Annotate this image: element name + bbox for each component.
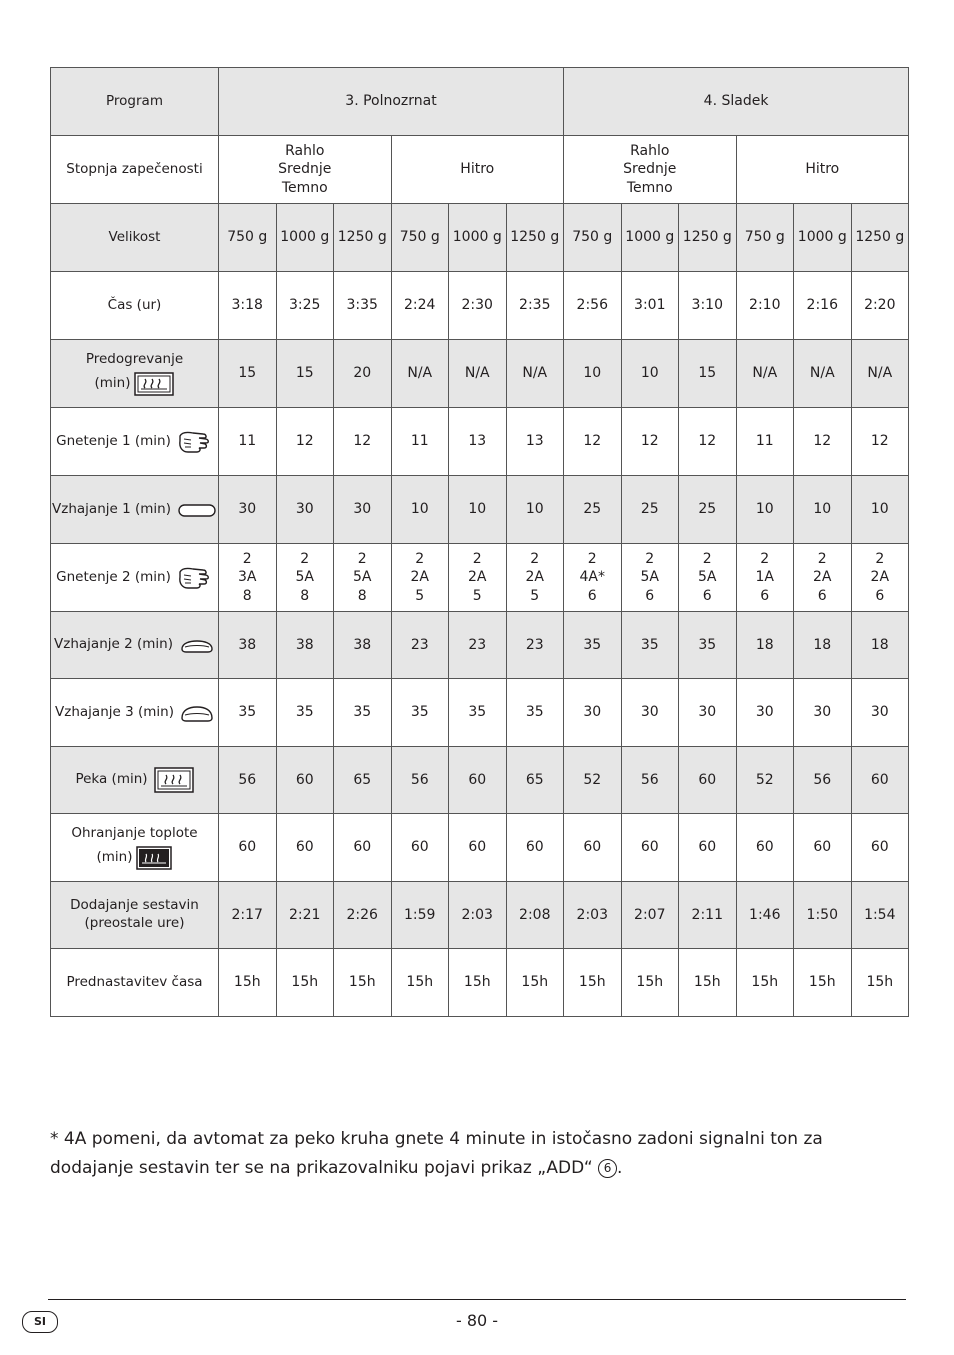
page-number: - 80 - [455,1311,499,1330]
table-cell: 10 [391,476,449,544]
table-row [51,340,909,408]
table-cell: 1:50 [794,882,852,949]
table-cell: 65 [334,747,392,814]
row-label-cell [51,814,219,882]
table-cell: 3:10 [679,272,737,340]
table-cell: 2:30 [449,272,507,340]
table-cell: 35 [391,679,449,747]
table-cell: 25 [679,476,737,544]
table-cell: 30 [219,476,277,544]
table-cell: N/A [851,340,909,408]
table-cell: 15h [449,949,507,1017]
dough-flat-icon [177,501,217,519]
table-cell: 2 2A 6 [851,544,909,612]
table-cell: 2 2A 5 [506,544,564,612]
footer-rule [48,1299,906,1300]
table-cell: 750 g [391,204,449,272]
table-cell: 1:59 [391,882,449,949]
table-cell: 15h [621,949,679,1017]
table-cell: 1000 g [449,204,507,272]
row-label-unit: (min) [94,375,131,392]
table-cell: 60 [679,747,737,814]
program-label: Program [51,68,219,136]
table-cell: 2 1A 6 [736,544,794,612]
row-label-cell [51,340,219,408]
table-cell: 60 [506,814,564,882]
table-cell: 2:03 [449,882,507,949]
table-cell: 35 [334,679,392,747]
table-cell: 10 [851,476,909,544]
row-label: Peka (min) [75,771,148,788]
row-label: Vzhajanje 1 (min) [52,500,171,517]
table-cell: 2 3A 8 [219,544,277,612]
table-cell: 60 [334,814,392,882]
table-cell: 11 [219,408,277,476]
table-cell: 30 [621,679,679,747]
table-cell: 18 [794,612,852,679]
table-cell: 18 [851,612,909,679]
table-cell: 1250 g [851,204,909,272]
row-label: Dodajanje sestavin (preostale ure) [70,897,199,931]
table-cell: 1250 g [679,204,737,272]
table-cell: 35 [564,612,622,679]
table-cell: 18 [736,612,794,679]
row-label: Gnetenje 2 (min) [56,568,171,585]
table-cell: 30 [736,679,794,747]
table-cell: 1000 g [276,204,334,272]
table-row [51,272,909,340]
program-row [51,68,909,136]
heat-icon [134,372,174,396]
row-label-cell [51,882,219,949]
table-cell: 10 [736,476,794,544]
table-cell: 23 [449,612,507,679]
table-cell: 1000 g [794,204,852,272]
table-cell: 25 [564,476,622,544]
table-cell: 56 [219,747,277,814]
table-cell: 2:11 [679,882,737,949]
table-cell: 2:26 [334,882,392,949]
table-cell: 60 [276,814,334,882]
dough-medium-icon [179,636,215,654]
table-cell: 12 [334,408,392,476]
program-3-header: 3. Polnozrnat [219,68,564,136]
table-cell: 12 [794,408,852,476]
table-cell: 15 [679,340,737,408]
table-cell: 13 [449,408,507,476]
table-cell: 2 5A 8 [276,544,334,612]
baking-icon [154,767,194,793]
table-row [51,544,909,612]
table-cell: 2:07 [621,882,679,949]
table-cell: 12 [679,408,737,476]
table-cell: 1000 g [621,204,679,272]
table-cell: 2:16 [794,272,852,340]
table-cell: 60 [449,814,507,882]
table-cell: 15h [219,949,277,1017]
row-label: Gnetenje 1 (min) [56,432,171,449]
table-cell: 1:46 [736,882,794,949]
program-4-header: 4. Sladek [564,68,909,136]
row-label: Predogrevanje [85,350,184,367]
table-cell: 35 [621,612,679,679]
table-cell: N/A [736,340,794,408]
table-cell: 2:56 [564,272,622,340]
table-cell: 3:25 [276,272,334,340]
language-badge: SI [22,1311,58,1333]
dough-risen-icon [180,703,214,723]
table-cell: 65 [506,747,564,814]
table-cell: 15 [276,340,334,408]
row-label-cell [51,408,219,476]
table-cell: 2:35 [506,272,564,340]
row-label: Prednastavitev časa [66,973,203,990]
table-cell: 23 [391,612,449,679]
table-cell: 750 g [564,204,622,272]
table-cell: 13 [506,408,564,476]
row-label-cell [51,612,219,679]
browning-group: Hitro [391,136,564,204]
table-cell: 60 [564,814,622,882]
table-cell: N/A [794,340,852,408]
table-cell: 15h [334,949,392,1017]
table-cell: 23 [506,612,564,679]
table-cell: 2 5A 6 [679,544,737,612]
table-cell: 2:24 [391,272,449,340]
table-cell: N/A [449,340,507,408]
table-row [51,408,909,476]
browning-group: Rahlo Srednje Temno [564,136,737,204]
table-cell: 11 [391,408,449,476]
table-cell: 60 [851,814,909,882]
table-cell: 35 [506,679,564,747]
table-cell: 750 g [219,204,277,272]
table-cell: 15h [276,949,334,1017]
table-cell: 56 [621,747,679,814]
table-cell: 30 [851,679,909,747]
table-cell: 60 [219,814,277,882]
table-cell: 38 [334,612,392,679]
table-cell: 60 [736,814,794,882]
table-cell: 2:17 [219,882,277,949]
table-cell: 30 [564,679,622,747]
table-cell: N/A [506,340,564,408]
table-cell: N/A [391,340,449,408]
row-label-cell [51,949,219,1017]
row-label-cell [51,679,219,747]
row-label-cell [51,476,219,544]
table-cell: 56 [794,747,852,814]
table-cell: 2 5A 6 [621,544,679,612]
table-cell: 30 [679,679,737,747]
table-cell: 2 2A 6 [794,544,852,612]
table-cell: 20 [334,340,392,408]
table-cell: 52 [564,747,622,814]
table-cell: 3:35 [334,272,392,340]
footnote-text: * 4A pomeni, da avtomat za peko kruha gnete 4 minute in istočasno zadoni signalni ton za dodajanje sestavin ter se na prikazovalniku pojavi prikaz „ADD“ [50,1129,823,1178]
table-row [51,476,909,544]
table-cell: 15h [736,949,794,1017]
table-cell: 35 [219,679,277,747]
table-cell: 15h [506,949,564,1017]
table-cell: 30 [334,476,392,544]
table-cell: 15h [794,949,852,1017]
table-cell: 3:18 [219,272,277,340]
table-cell: 10 [564,340,622,408]
table-cell: 2:03 [564,882,622,949]
keep-warm-icon [136,846,172,870]
table-cell: 60 [851,747,909,814]
row-label: Vzhajanje 2 (min) [54,636,173,653]
row-label: Čas (ur) [107,296,162,313]
row-label-cell [51,544,219,612]
table-cell: 3:01 [621,272,679,340]
table-cell: 60 [679,814,737,882]
table-cell: 35 [276,679,334,747]
table-cell: 2:20 [851,272,909,340]
table-cell: 15h [391,949,449,1017]
table-cell: 35 [679,612,737,679]
table-cell: 2:10 [736,272,794,340]
table-cell: 12 [564,408,622,476]
row-label: Vzhajanje 3 (min) [55,703,174,720]
display-reference-number: 6 [598,1159,617,1178]
row-label-cell [51,747,219,814]
footnote [50,1125,910,1183]
table-cell: 10 [506,476,564,544]
table-cell: 11 [736,408,794,476]
table-cell: 12 [276,408,334,476]
table-cell: 1250 g [506,204,564,272]
table-cell: 15h [851,949,909,1017]
table-cell: 60 [449,747,507,814]
table-cell: 60 [794,814,852,882]
table-cell: 10 [794,476,852,544]
table-row [51,612,909,679]
table-cell: 38 [276,612,334,679]
table-cell: 30 [276,476,334,544]
table-row [51,747,909,814]
table-cell: 2 2A 5 [449,544,507,612]
table-row [51,204,909,272]
table-cell: 52 [736,747,794,814]
table-cell: 15h [564,949,622,1017]
table-cell: 35 [449,679,507,747]
table-cell: 60 [276,747,334,814]
table-cell: 38 [219,612,277,679]
row-label: Velikost [108,228,161,245]
table-row [51,949,909,1017]
table-cell: 12 [621,408,679,476]
footnote-end: . [617,1158,623,1178]
table-row [51,814,909,882]
table-cell: 2 4A* 6 [564,544,622,612]
table-cell: 10 [449,476,507,544]
table-cell: 12 [851,408,909,476]
row-label-cell [51,204,219,272]
table-cell: 25 [621,476,679,544]
table-cell: 56 [391,747,449,814]
browning-group: Rahlo Srednje Temno [219,136,392,204]
kneading-hand-icon [177,429,213,455]
table-cell: 60 [621,814,679,882]
table-cell: 2:08 [506,882,564,949]
table-cell: 2 5A 8 [334,544,392,612]
table-row [51,679,909,747]
table-cell: 15 [219,340,277,408]
row-label-cell [51,272,219,340]
table-cell: 30 [794,679,852,747]
table-cell: 750 g [736,204,794,272]
table-cell: 2:21 [276,882,334,949]
table-cell: 1:54 [851,882,909,949]
table-cell: 60 [391,814,449,882]
table-cell: 15h [679,949,737,1017]
browning-group: Hitro [736,136,909,204]
kneading-hand-icon [177,565,213,591]
row-label: Ohranjanje toplote [71,824,198,841]
row-label-unit: (min) [96,849,133,866]
table-cell: 1250 g [334,204,392,272]
program-table [50,67,909,1017]
table-cell: 10 [621,340,679,408]
browning-row [51,136,909,204]
browning-label: Stopnja zapečenosti [51,136,219,204]
table-row [51,882,909,949]
table-cell: 2 2A 5 [391,544,449,612]
